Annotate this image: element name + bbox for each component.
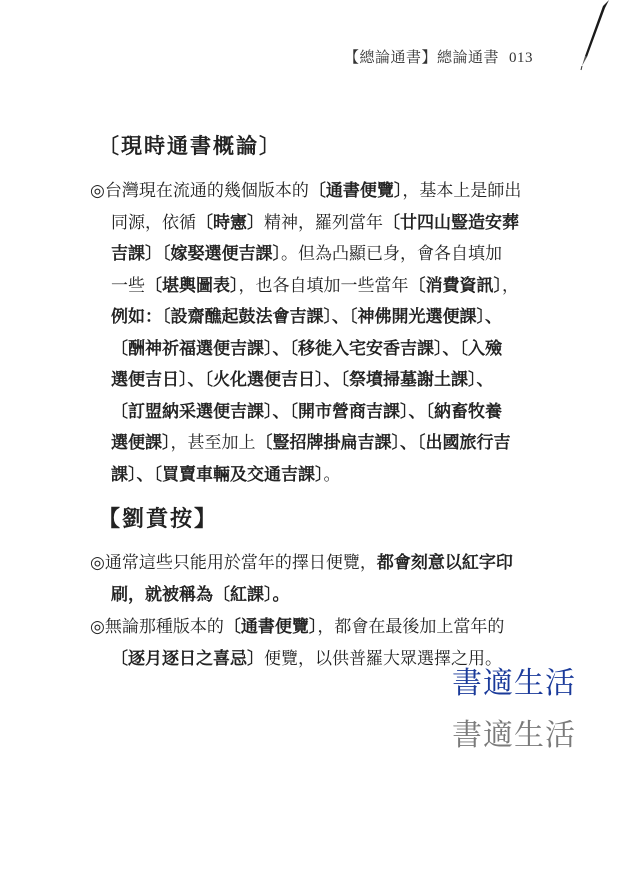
intro-line: 課〕、〔買賣車輛及交通吉課〕。 (111, 464, 341, 485)
intro-line: 選便課〕，甚至加上〔豎招牌掛扁吉課〕、〔出國旅行吉 (111, 433, 511, 453)
page-number: 013 (509, 50, 533, 66)
intro-paragraph (90, 176, 570, 491)
intro-line: 同源，依循〔時憲〕精神，羅列當年〔廿四山豎造安葬 (111, 212, 519, 233)
note-line: 刷，就被稱為〔紅課〕。 (111, 584, 290, 605)
header-title: 【總論通書】總論通書 (343, 48, 499, 66)
running-header (344, 46, 533, 67)
intro-line: 例如：〔設齋醮起鼓法會吉課〕、〔神佛開光選便課〕、 (111, 307, 502, 327)
intro-line: 〔訂盟納采選便吉課〕、〔開市營商吉課〕、〔納畜牧養 (111, 401, 502, 422)
intro-line: 〔酬神祈福選便吉課〕、〔移徙入宅安香吉課〕、〔入殮 (111, 338, 502, 359)
section-title: 〔現時通書概論〕 (98, 134, 282, 158)
watermark-gray: 書適生活 (452, 718, 576, 753)
note-line: ◎通常這些只能用於當年的擇日便覽，都會刻意以紅字印 (90, 553, 513, 573)
liu-comment-title: 【劉賁按】 (98, 507, 219, 532)
note-line: ◎無論那種版本的〔通書便覽〕，都會在最後加上當年的 (90, 617, 505, 637)
intro-line: 吉課〕〔嫁娶選便吉課〕。但為凸顯已身，會各自填加 (111, 244, 502, 264)
intro-line: 一些〔堪輿圖表〕，也各自填加一些當年〔消費資訊〕， (111, 275, 519, 296)
intro-line: 選便吉日〕、〔火化選便吉日〕、〔祭墳掃墓謝土課〕、 (111, 370, 494, 390)
pen-icon (573, 0, 613, 72)
intro-line: ◎台灣現在流通的幾個版本的〔通書便覽〕，基本上是師出 (90, 181, 522, 201)
watermark-blue: 書適生活 (452, 666, 576, 701)
note-paragraph (90, 548, 570, 611)
note-line: 〔逐月逐日之喜忌〕便覽，以供普羅大眾選擇之用。 (111, 648, 502, 669)
